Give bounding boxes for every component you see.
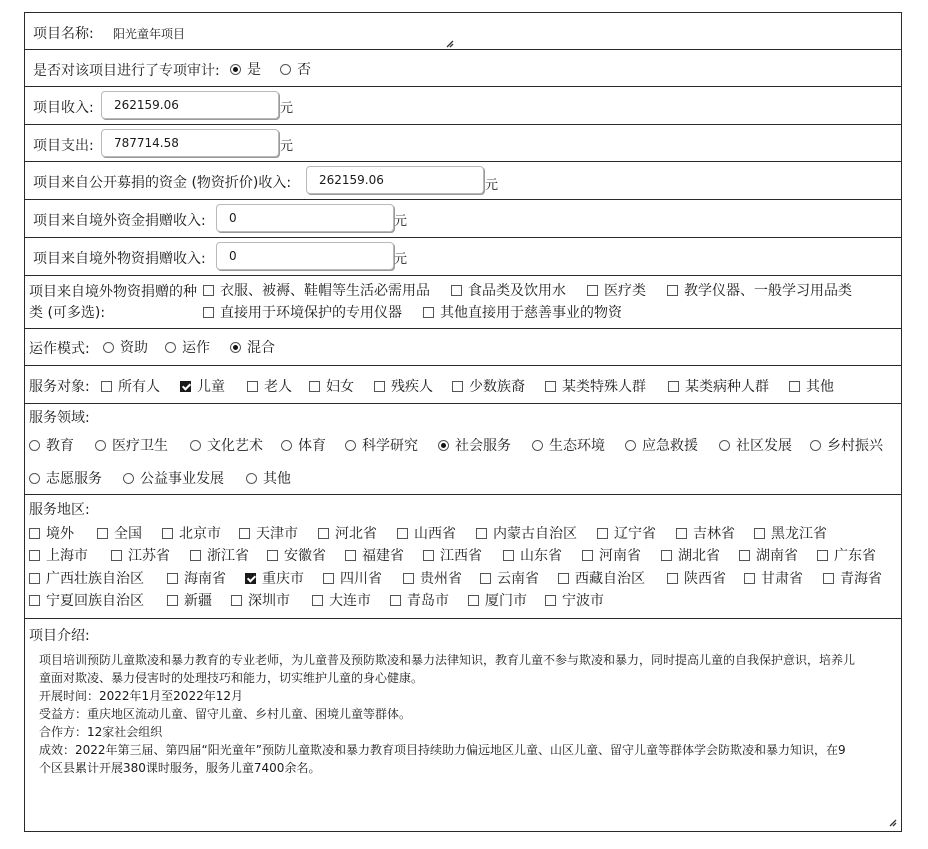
radio-icon[interactable] [281, 440, 292, 451]
checkbox-icon[interactable] [423, 307, 434, 318]
field-option[interactable]: 志愿服务 [29, 468, 102, 488]
region-option[interactable]: 江苏省 [111, 545, 170, 565]
checkbox-icon[interactable] [823, 573, 834, 584]
region-option[interactable]: 辽宁省 [597, 523, 656, 543]
overseas-goods-unit: 元 [394, 252, 408, 267]
checkbox-icon[interactable] [203, 307, 214, 318]
radio-icon[interactable] [532, 440, 543, 451]
radio-icon[interactable] [438, 440, 449, 451]
checkbox-icon[interactable] [739, 550, 750, 561]
project-name-row [25, 13, 901, 50]
region-option[interactable]: 青海省 [823, 568, 882, 588]
checkbox-icon[interactable] [403, 573, 414, 584]
radio-icon[interactable] [123, 473, 134, 484]
region-option[interactable]: 河南省 [582, 545, 641, 565]
income-row [25, 87, 901, 125]
project-form [24, 12, 902, 832]
field-option[interactable]: 医疗卫生 [95, 435, 168, 455]
radio-icon[interactable] [29, 473, 40, 484]
region-option[interactable]: 北京市 [162, 523, 221, 543]
checkbox-icon[interactable] [587, 285, 598, 296]
checkbox-icon[interactable] [451, 285, 462, 296]
radio-icon[interactable] [190, 440, 201, 451]
region-option[interactable]: 广东省 [817, 545, 876, 565]
resize-handle-icon[interactable] [446, 40, 454, 48]
region-option[interactable]: 西藏自治区 [558, 568, 645, 588]
checkbox-icon[interactable] [267, 550, 278, 561]
expense-unit: 元 [280, 139, 294, 154]
checkbox-icon[interactable] [545, 595, 556, 606]
region-option[interactable]: 新疆 [167, 590, 212, 610]
checkbox-icon[interactable] [397, 528, 408, 539]
region-option[interactable]: 四川省 [323, 568, 382, 588]
radio-icon[interactable] [230, 64, 241, 75]
public-fund-row [25, 162, 901, 200]
checkbox-icon[interactable] [390, 595, 401, 606]
field-option[interactable]: 文化艺术 [190, 435, 263, 455]
checkbox-icon[interactable] [97, 528, 108, 539]
radio-icon[interactable] [719, 440, 730, 451]
project-name-value[interactable]: 阳光童年项目 [113, 27, 186, 41]
region-option[interactable]: 云南省 [480, 568, 539, 588]
region-option[interactable]: 湖南省 [739, 545, 798, 565]
checkbox-icon[interactable] [203, 285, 214, 296]
region-option[interactable]: 湖北省 [661, 545, 720, 565]
intro-line: 受益方：重庆地区流动儿童、留守儿童、乡村儿童、困境儿童等群体。 [39, 707, 412, 721]
radio-icon[interactable] [810, 440, 821, 451]
checkbox-icon[interactable] [239, 528, 250, 539]
region-option[interactable]: 福建省 [345, 545, 404, 565]
checkbox-icon[interactable] [582, 550, 593, 561]
field-option[interactable]: 其他 [246, 468, 291, 488]
checkbox-icon[interactable] [667, 285, 678, 296]
checkbox-icon[interactable] [190, 550, 201, 561]
checkbox-icon[interactable] [754, 528, 765, 539]
goods-option[interactable]: 教学仪器、一般学习用品类 [667, 280, 852, 300]
checkbox-icon[interactable] [661, 550, 672, 561]
region-option[interactable]: 陕西省 [667, 568, 726, 588]
intro-section [25, 619, 901, 831]
checkbox-icon[interactable] [480, 573, 491, 584]
intro-line: 项目培训预防儿童欺凌和暴力教育的专业老师，为儿童普及预防欺凌和暴力法律知识，教育儿童不参与欺凌和暴力，同时提高儿童的自我保护意识，培养儿 [39, 653, 856, 667]
overseas-fund-row [25, 200, 901, 238]
radio-icon[interactable] [165, 342, 176, 353]
field-option[interactable]: 社会服务 [438, 435, 511, 455]
checkbox-icon[interactable] [323, 573, 334, 584]
checkbox-icon[interactable] [345, 550, 356, 561]
checkbox-checked-icon[interactable] [180, 381, 191, 392]
target-option[interactable]: 所有人 [101, 376, 160, 396]
operation-mode-row [25, 329, 901, 366]
checkbox-icon[interactable] [231, 595, 242, 606]
overseas-fund-label: 项目来自境外资金捐赠收入: [33, 213, 206, 229]
service-region-row [25, 495, 901, 619]
intro-label: 项目介绍: [29, 628, 90, 644]
intro-line: 成效：2022年第三届、第四届“阳光童年”预防儿童欺凌和暴力教育项目持续助力偏远地区儿童、山区儿童、留守儿童等群体学会防欺凌和暴力知识，在9 [39, 743, 846, 757]
region-option[interactable]: 甘肃省 [744, 568, 803, 588]
overseas-goods-input[interactable]: 0 [216, 242, 394, 270]
region-option[interactable]: 贵州省 [403, 568, 462, 588]
region-option[interactable]: 江西省 [423, 545, 482, 565]
region-option[interactable]: 内蒙古自治区 [476, 523, 577, 543]
service-region-label: 服务地区: [29, 502, 90, 518]
goods-option[interactable]: 其他直接用于慈善事业的物资 [423, 302, 622, 322]
checkbox-icon[interactable] [309, 381, 320, 392]
region-option[interactable]: 吉林省 [676, 523, 735, 543]
public-fund-unit: 元 [485, 178, 499, 193]
checkbox-icon[interactable] [744, 573, 755, 584]
checkbox-icon[interactable] [676, 528, 687, 539]
goods-types-row [25, 276, 901, 329]
region-option[interactable]: 上海市 [29, 545, 88, 565]
expense-label: 项目支出: [33, 138, 94, 154]
region-option[interactable]: 天津市 [239, 523, 298, 543]
region-option[interactable]: 厦门市 [468, 590, 527, 610]
field-option[interactable]: 科学研究 [345, 435, 418, 455]
checkbox-icon[interactable] [167, 573, 178, 584]
field-option[interactable]: 教育 [29, 435, 74, 455]
expense-row [25, 125, 901, 162]
overseas-goods-row [25, 238, 901, 276]
intro-line: 童面对欺凌、暴力侵害时的处理技巧和能力，切实维护儿童的身心健康。 [39, 671, 424, 685]
service-target-row [25, 366, 901, 404]
checkbox-icon[interactable] [167, 595, 178, 606]
income-unit: 元 [280, 101, 294, 116]
goods-option[interactable]: 医疗类 [587, 280, 646, 300]
target-option[interactable]: 其他 [789, 376, 834, 396]
region-option[interactable]: 山东省 [503, 545, 562, 565]
intro-textarea[interactable] [25, 645, 901, 831]
region-option[interactable]: 海南省 [167, 568, 226, 588]
goods-types-label-line2: 类 (可多选): [29, 305, 106, 321]
checkbox-icon[interactable] [597, 528, 608, 539]
checkbox-icon[interactable] [452, 381, 463, 392]
checkbox-icon[interactable] [111, 550, 122, 561]
intro-line: 开展时间：2022年1月至2022年12月 [39, 689, 243, 703]
intro-line: 个区县累计开展380课时服务，服务儿童7400余名。 [39, 761, 321, 775]
checkbox-icon[interactable] [312, 595, 323, 606]
checkbox-icon[interactable] [668, 381, 679, 392]
radio-icon[interactable] [246, 473, 257, 484]
goods-option[interactable]: 食品类及饮用水 [451, 280, 566, 300]
region-option[interactable]: 广西壮族自治区 [29, 568, 144, 588]
region-option[interactable]: 宁波市 [545, 590, 604, 610]
checkbox-icon[interactable] [503, 550, 514, 561]
region-option[interactable]: 大连市 [312, 590, 371, 610]
income-input[interactable]: 262159.06 [101, 91, 279, 119]
income-label: 项目收入: [33, 100, 94, 116]
radio-icon[interactable] [625, 440, 636, 451]
public-fund-label: 项目来自公开募捐的资金 (物资折价)收入: [33, 175, 292, 191]
audit-option-no[interactable]: 否 [280, 59, 311, 79]
goods-option[interactable]: 直接用于环境保护的专用仪器 [203, 302, 402, 322]
checkbox-icon[interactable] [101, 381, 112, 392]
operation-option[interactable]: 运作 [165, 337, 210, 357]
intro-line: 合作方：12家社会组织 [39, 725, 163, 739]
field-option[interactable]: 乡村振兴 [810, 435, 883, 455]
region-option[interactable]: 安徽省 [267, 545, 326, 565]
region-option[interactable]: 山西省 [397, 523, 456, 543]
checkbox-icon[interactable] [558, 573, 569, 584]
radio-icon[interactable] [280, 64, 291, 75]
checkbox-icon[interactable] [374, 381, 385, 392]
checkbox-icon[interactable] [247, 381, 258, 392]
field-option[interactable]: 体育 [281, 435, 326, 455]
audit-label: 是否对该项目进行了专项审计: [33, 63, 220, 79]
target-option[interactable]: 某类病种人群 [668, 376, 769, 396]
checkbox-icon[interactable] [423, 550, 434, 561]
checkbox-checked-icon[interactable] [245, 573, 256, 584]
checkbox-icon[interactable] [29, 573, 40, 584]
checkbox-icon[interactable] [476, 528, 487, 539]
radio-icon[interactable] [29, 440, 40, 451]
overseas-goods-label: 项目来自境外物资捐赠收入: [33, 251, 206, 267]
operation-option[interactable]: 资助 [103, 337, 148, 357]
overseas-fund-unit: 元 [394, 214, 408, 229]
checkbox-icon[interactable] [162, 528, 173, 539]
audit-row [25, 50, 901, 87]
region-option[interactable]: 重庆市 [245, 568, 304, 588]
radio-icon[interactable] [95, 440, 106, 451]
region-option[interactable]: 深圳市 [231, 590, 290, 610]
radio-icon[interactable] [230, 342, 241, 353]
checkbox-icon[interactable] [318, 528, 329, 539]
target-option[interactable]: 妇女 [309, 376, 354, 396]
service-field-row [25, 404, 901, 495]
region-option[interactable]: 青岛市 [390, 590, 449, 610]
expense-input[interactable]: 787714.58 [101, 129, 279, 157]
field-option[interactable]: 社区发展 [719, 435, 792, 455]
radio-icon[interactable] [345, 440, 356, 451]
target-option[interactable]: 儿童 [180, 376, 225, 396]
target-option[interactable]: 老人 [247, 376, 292, 396]
service-field-label: 服务领域: [29, 410, 90, 426]
checkbox-icon[interactable] [789, 381, 800, 392]
checkbox-icon[interactable] [29, 550, 40, 561]
checkbox-icon[interactable] [29, 595, 40, 606]
radio-icon[interactable] [103, 342, 114, 353]
operation-option[interactable]: 混合 [230, 337, 275, 357]
field-option[interactable]: 生态环境 [532, 435, 605, 455]
checkbox-icon[interactable] [468, 595, 479, 606]
operation-mode-label: 运作模式: [29, 341, 90, 357]
checkbox-icon[interactable] [545, 381, 556, 392]
checkbox-icon[interactable] [667, 573, 678, 584]
region-option[interactable]: 宁夏回族自治区 [29, 590, 144, 610]
project-name-label: 项目名称: [33, 26, 94, 42]
target-option[interactable]: 残疾人 [374, 376, 433, 396]
goods-types-label-line1: 项目来自境外物资捐赠的种 [29, 284, 197, 300]
audit-option-yes[interactable]: 是 [230, 59, 261, 79]
region-option[interactable]: 河北省 [318, 523, 377, 543]
public-fund-input[interactable]: 262159.06 [306, 166, 484, 194]
checkbox-icon[interactable] [817, 550, 828, 561]
field-option[interactable]: 公益事业发展 [123, 468, 224, 488]
target-option[interactable]: 某类特殊人群 [545, 376, 646, 396]
target-option[interactable]: 少数族裔 [452, 376, 525, 396]
goods-option[interactable]: 衣服、被褥、鞋帽等生活必需用品 [203, 280, 430, 300]
overseas-fund-input[interactable]: 0 [216, 204, 394, 232]
region-option[interactable]: 黑龙江省 [754, 523, 827, 543]
region-option[interactable]: 全国 [97, 523, 142, 543]
checkbox-icon[interactable] [29, 528, 40, 539]
resize-handle-icon[interactable] [889, 819, 897, 827]
region-option[interactable]: 境外 [29, 523, 74, 543]
service-target-label: 服务对象: [29, 379, 90, 395]
region-option[interactable]: 浙江省 [190, 545, 249, 565]
field-option[interactable]: 应急救援 [625, 435, 698, 455]
